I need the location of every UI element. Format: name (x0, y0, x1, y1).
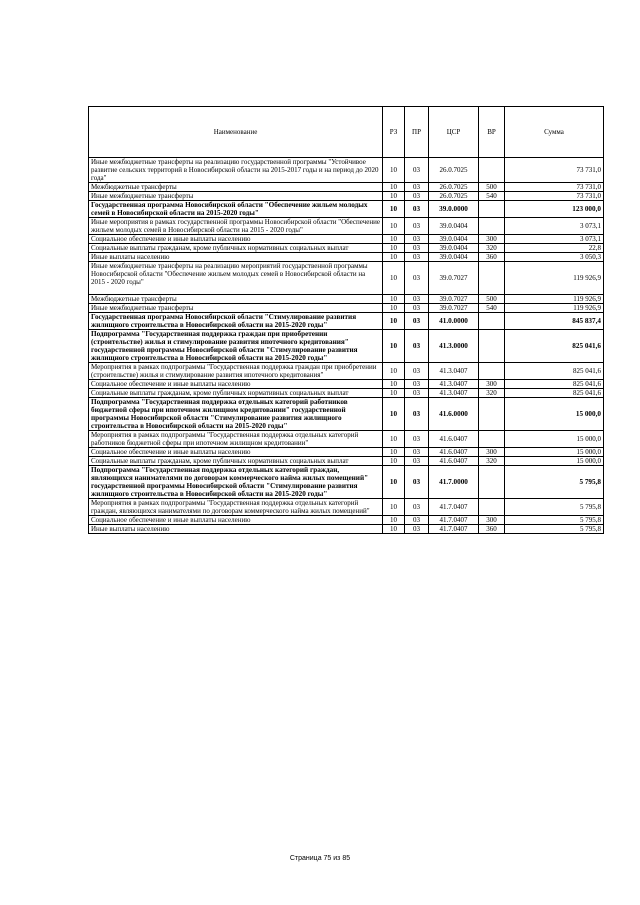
cell-sum: 119 926,9 (505, 295, 604, 304)
cell-rz: 10 (383, 398, 405, 431)
cell-vr (479, 363, 505, 380)
table-row (89, 313, 604, 330)
cell-rz: 10 (383, 244, 405, 253)
cell-rz: 10 (383, 499, 405, 516)
cell-csr: 41.0.0000 (429, 313, 479, 330)
cell-sum: 15 000,0 (505, 457, 604, 466)
cell-name: Государственная программа Новосибирской области "Обеспечение жильем молодых семей в Новосибирской области на 2015-2020 годы" (89, 201, 383, 218)
cell-name: Межбюджетные трансферты (89, 183, 383, 192)
cell-pr: 03 (405, 363, 429, 380)
cell-name: Социальные выплаты гражданам, кроме публичных нормативных социальных выплат (89, 244, 383, 253)
cell-sum: 5 795,8 (505, 499, 604, 516)
header-rz: РЗ (383, 107, 405, 158)
table-body (89, 158, 604, 534)
cell-rz: 10 (383, 330, 405, 363)
cell-vr: 320 (479, 244, 505, 253)
cell-vr (479, 398, 505, 431)
cell-vr: 300 (479, 516, 505, 525)
cell-pr: 03 (405, 499, 429, 516)
cell-csr: 41.6.0407 (429, 431, 479, 448)
header-name: Наименование (89, 107, 383, 158)
cell-vr: 300 (479, 448, 505, 457)
cell-rz: 10 (383, 363, 405, 380)
cell-sum: 73 731,0 (505, 158, 604, 183)
table-header-row (89, 107, 604, 158)
cell-vr: 300 (479, 380, 505, 389)
header-csr: ЦСР (429, 107, 479, 158)
table-row (89, 158, 604, 183)
table-row (89, 253, 604, 262)
cell-rz: 10 (383, 235, 405, 244)
cell-rz: 10 (383, 313, 405, 330)
table-row (89, 295, 604, 304)
cell-vr (479, 218, 505, 235)
cell-name: Социальное обеспечение и иные выплаты населению (89, 448, 383, 457)
cell-vr: 500 (479, 295, 505, 304)
cell-sum: 15 000,0 (505, 398, 604, 431)
cell-name: Иные мероприятия в рамках государственной программы Новосибирской области "Обеспечение жильем молодых семей в Новосибирской области на 2015 - 2020 годы" (89, 218, 383, 235)
table-row (89, 499, 604, 516)
cell-csr: 41.3.0407 (429, 380, 479, 389)
table-row (89, 457, 604, 466)
cell-pr: 03 (405, 218, 429, 235)
cell-name: Мероприятия в рамках подпрограммы "Государственная поддержка отдельных категорий работников бюджетной сферы при ипотечном жилищном кредитовании" (89, 431, 383, 448)
table-row (89, 330, 604, 363)
cell-sum: 825 041,6 (505, 380, 604, 389)
cell-vr (479, 262, 505, 295)
cell-name: Социальные выплаты гражданам, кроме публичных нормативных социальных выплат (89, 457, 383, 466)
cell-vr: 360 (479, 525, 505, 534)
cell-csr: 26.0.7025 (429, 183, 479, 192)
cell-pr: 03 (405, 525, 429, 534)
cell-csr: 26.0.7025 (429, 158, 479, 183)
cell-vr: 320 (479, 389, 505, 398)
cell-rz: 10 (383, 192, 405, 201)
cell-rz: 10 (383, 295, 405, 304)
cell-name: Подпрограмма "Государственная поддержка отдельных категорий работников бюджетной сферы при ипотечном жилищном кредитовании" государственной программы Новосибирской области "Стимулирование развития жилищного строительства в Новосибирской области на 2015-2020 годы" (89, 398, 383, 431)
cell-csr: 26.0.7025 (429, 192, 479, 201)
cell-name: Иные межбюджетные трансферты на реализацию государственной программы "Устойчивое развитие сельских территорий в Новосибирской области на 2015-2017 годы и на период до 2020 года" (89, 158, 383, 183)
table-row (89, 363, 604, 380)
cell-rz: 10 (383, 525, 405, 534)
header-pr: ПР (405, 107, 429, 158)
header-vr: ВР (479, 107, 505, 158)
cell-sum: 825 041,6 (505, 389, 604, 398)
cell-pr: 03 (405, 244, 429, 253)
cell-name: Межбюджетные трансферты (89, 295, 383, 304)
cell-rz: 10 (383, 262, 405, 295)
cell-name: Социальное обеспечение и иные выплаты населению (89, 516, 383, 525)
cell-rz: 10 (383, 183, 405, 192)
table-row (89, 398, 604, 431)
cell-csr: 39.0.0404 (429, 235, 479, 244)
cell-sum: 5 795,8 (505, 525, 604, 534)
cell-csr: 41.7.0407 (429, 516, 479, 525)
table-row (89, 183, 604, 192)
cell-vr (479, 431, 505, 448)
cell-pr: 03 (405, 201, 429, 218)
cell-sum: 845 837,4 (505, 313, 604, 330)
cell-name: Иные выплаты населению (89, 253, 383, 262)
cell-csr: 41.7.0407 (429, 499, 479, 516)
cell-name: Социальное обеспечение и иные выплаты населению (89, 235, 383, 244)
cell-pr: 03 (405, 253, 429, 262)
cell-rz: 10 (383, 380, 405, 389)
cell-pr: 03 (405, 431, 429, 448)
cell-rz: 10 (383, 466, 405, 499)
cell-sum: 15 000,0 (505, 431, 604, 448)
cell-rz: 10 (383, 389, 405, 398)
cell-name: Социальные выплаты гражданам, кроме публичных нормативных социальных выплат (89, 389, 383, 398)
cell-csr: 39.0.0404 (429, 218, 479, 235)
cell-pr: 03 (405, 183, 429, 192)
cell-pr: 03 (405, 304, 429, 313)
cell-sum: 5 795,8 (505, 516, 604, 525)
cell-pr: 03 (405, 448, 429, 457)
cell-pr: 03 (405, 295, 429, 304)
cell-pr: 03 (405, 235, 429, 244)
cell-pr: 03 (405, 466, 429, 499)
cell-csr: 41.6.0000 (429, 398, 479, 431)
cell-sum: 123 000,0 (505, 201, 604, 218)
cell-name: Иные межбюджетные трансферты (89, 304, 383, 313)
table-row (89, 431, 604, 448)
cell-vr (479, 499, 505, 516)
cell-rz: 10 (383, 516, 405, 525)
page-number: Страница 75 из 85 (289, 855, 351, 862)
header-sum: Сумма (505, 107, 604, 158)
cell-csr: 39.0.0000 (429, 201, 479, 218)
table-row (89, 525, 604, 534)
cell-vr: 500 (479, 183, 505, 192)
cell-sum: 3 073,1 (505, 235, 604, 244)
cell-vr: 540 (479, 304, 505, 313)
cell-csr: 39.0.7027 (429, 304, 479, 313)
cell-name: Подпрограмма "Государственная поддержка отдельных категорий граждан, являющихся нанимателями по договорам коммерческого найма жилых помещений" государственной программы Новосибирской области "Стимулирование развития жилищного строительства в Новосибирской области на 2015-2020 годы" (89, 466, 383, 499)
cell-pr: 03 (405, 457, 429, 466)
cell-csr: 41.3.0407 (429, 363, 479, 380)
cell-rz: 10 (383, 304, 405, 313)
cell-rz: 10 (383, 431, 405, 448)
cell-csr: 39.0.0404 (429, 244, 479, 253)
cell-sum: 3 050,3 (505, 253, 604, 262)
cell-csr: 39.0.7027 (429, 262, 479, 295)
cell-name: Мероприятия в рамках подпрограммы "Государственная поддержка отдельных категорий граждан, являющихся нанимателями по договорам коммерческого найма жилых помещений" (89, 499, 383, 516)
cell-pr: 03 (405, 389, 429, 398)
cell-sum: 119 926,9 (505, 262, 604, 295)
cell-vr (479, 201, 505, 218)
table-row (89, 448, 604, 457)
cell-vr: 360 (479, 253, 505, 262)
cell-sum: 119 926,9 (505, 304, 604, 313)
cell-pr: 03 (405, 516, 429, 525)
cell-csr: 41.7.0407 (429, 525, 479, 534)
cell-name: Иные межбюджетные трансферты (89, 192, 383, 201)
cell-vr (479, 466, 505, 499)
cell-vr (479, 330, 505, 363)
cell-csr: 41.3.0407 (429, 389, 479, 398)
cell-vr: 540 (479, 192, 505, 201)
cell-pr: 03 (405, 380, 429, 389)
cell-csr: 39.0.7027 (429, 295, 479, 304)
cell-rz: 10 (383, 218, 405, 235)
table-row (89, 201, 604, 218)
cell-pr: 03 (405, 262, 429, 295)
cell-vr (479, 158, 505, 183)
table-row (89, 516, 604, 525)
cell-rz: 10 (383, 201, 405, 218)
table-row (89, 389, 604, 398)
table-row (89, 466, 604, 499)
table-row (89, 304, 604, 313)
cell-rz: 10 (383, 448, 405, 457)
cell-pr: 03 (405, 313, 429, 330)
table-row (89, 262, 604, 295)
cell-name: Иные межбюджетные трансферты на реализацию мероприятий государственной программы Новосибирской области "Обеспечение жильем молодых семей в Новосибирской области на 2015 - 2020 годы" (89, 262, 383, 295)
cell-name: Подпрограмма "Государственная поддержка граждан при приобретении (строительстве) жилья и стимулирование развития ипотечного кредитования" государственной программы Новосибирской области "Стимулирование развития жилищного строительства в Новосибирской области на 2015-2020 годы" (89, 330, 383, 363)
cell-sum: 15 000,0 (505, 448, 604, 457)
cell-sum: 5 795,8 (505, 466, 604, 499)
cell-pr: 03 (405, 398, 429, 431)
cell-csr: 41.6.0407 (429, 448, 479, 457)
cell-name: Иные выплаты населению (89, 525, 383, 534)
budget-table (88, 106, 604, 534)
cell-name: Государственная программа Новосибирской области "Стимулирование развития жилищного строительства в Новосибирской области на 2015-2020 годы" (89, 313, 383, 330)
cell-rz: 10 (383, 253, 405, 262)
cell-name: Социальное обеспечение и иные выплаты населению (89, 380, 383, 389)
cell-csr: 41.3.0000 (429, 330, 479, 363)
cell-sum: 3 073,1 (505, 218, 604, 235)
cell-vr: 320 (479, 457, 505, 466)
cell-csr: 41.6.0407 (429, 457, 479, 466)
cell-pr: 03 (405, 330, 429, 363)
cell-pr: 03 (405, 192, 429, 201)
cell-sum: 73 731,0 (505, 192, 604, 201)
table-row (89, 244, 604, 253)
table-row (89, 380, 604, 389)
cell-sum: 22,8 (505, 244, 604, 253)
cell-vr: 300 (479, 235, 505, 244)
cell-csr: 39.0.0404 (429, 253, 479, 262)
cell-sum: 825 041,6 (505, 363, 604, 380)
cell-pr: 03 (405, 158, 429, 183)
table-row (89, 192, 604, 201)
cell-csr: 41.7.0000 (429, 466, 479, 499)
cell-sum: 825 041,6 (505, 330, 604, 363)
cell-rz: 10 (383, 158, 405, 183)
cell-name: Мероприятия в рамках подпрограммы "Государственная поддержка граждан при приобретении (строительстве) жилья и стимулирование развития ипотечного кредитования" (89, 363, 383, 380)
cell-sum: 73 731,0 (505, 183, 604, 192)
cell-rz: 10 (383, 457, 405, 466)
cell-vr (479, 313, 505, 330)
table-row (89, 235, 604, 244)
table-row (89, 218, 604, 235)
